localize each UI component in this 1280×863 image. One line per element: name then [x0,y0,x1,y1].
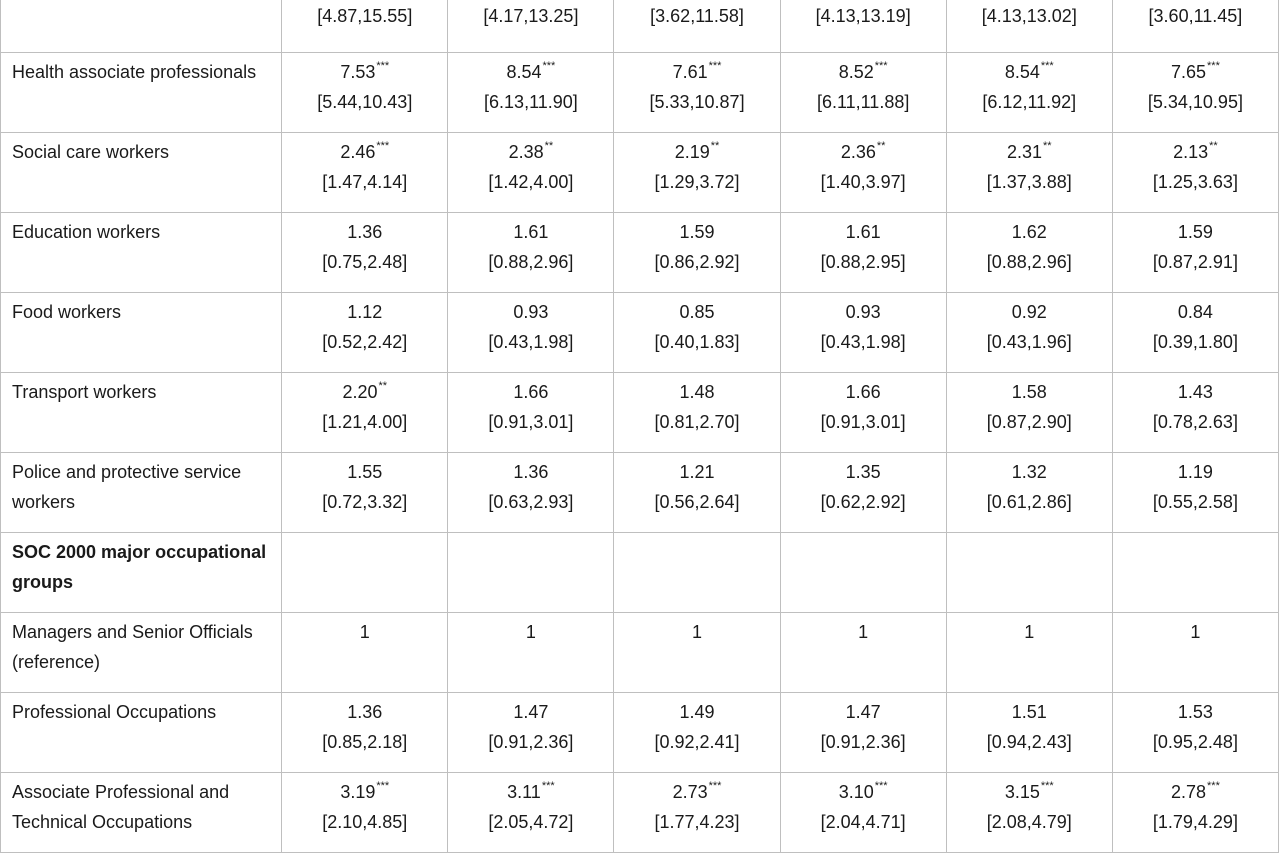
odds-ratio [1117,697,1274,727]
odds-ratio [951,57,1108,87]
confidence-interval: [0.86,2.92] [654,252,740,272]
odds-ratio [785,57,942,87]
odds-ratio [1117,377,1274,407]
confidence-interval: [0.88,2.96] [986,252,1072,272]
odds-ratio-value: 3.11 [507,782,541,802]
confidence-interval: [0.85,2.18] [322,732,408,752]
estimate-cell [946,693,1112,773]
odds-ratio [785,697,942,727]
odds-ratio-value: 2.78 [1170,782,1207,802]
confidence-interval: [4.17,13.25] [483,6,579,26]
odds-ratio [286,137,443,167]
confidence-interval: [4.13,13.02] [981,6,1077,26]
estimate-cell [946,613,1112,693]
estimate-cell [614,213,780,293]
confidence-interval: [1.29,3.72] [654,172,740,192]
odds-ratio [785,457,942,487]
confidence-interval: [3.60,11.45] [1148,6,1243,26]
odds-ratio [452,457,609,487]
table-row [1,373,1279,453]
table-row [1,0,1279,53]
odds-ratio [618,777,775,807]
odds-ratio-value: 1.66 [513,382,549,402]
estimate-cell [448,693,614,773]
row-label-cell [1,213,282,293]
odds-ratio-value: 1.43 [1177,382,1213,402]
estimate-cell [282,373,448,453]
estimate-cell [946,453,1112,533]
confidence-interval: [6.13,11.90] [484,92,578,112]
estimate-cell [1112,0,1278,53]
estimate-cell [282,773,448,853]
odds-ratio-value: 1.61 [513,222,549,242]
odds-ratio-value: 1 [525,622,536,642]
confidence-interval: [0.87,2.91] [1152,252,1238,272]
odds-ratio-value: 1.58 [1011,382,1047,402]
row-label: Social care workers [12,142,170,162]
odds-ratio [452,137,609,167]
odds-ratio [951,217,1108,247]
estimate-cell [946,0,1112,53]
estimate-cell [1112,773,1278,853]
significance-stars: *** [376,140,390,152]
estimate-cell [780,373,946,453]
significance-stars: ** [1209,140,1218,152]
estimate-cell [282,533,448,613]
row-label: Transport workers [12,382,157,402]
confidence-interval: [0.43,1.98] [820,332,906,352]
odds-ratio [1117,777,1274,807]
odds-ratio-value: 1.61 [845,222,881,242]
odds-ratio [452,777,609,807]
odds-ratio-value: 1.36 [513,462,549,482]
confidence-interval: [1.79,4.29] [1152,812,1238,832]
odds-ratio-value: 1.51 [1011,702,1047,722]
row-label-cell [1,613,282,693]
odds-ratio-value: 1.59 [1177,222,1213,242]
estimate-cell [1112,133,1278,213]
odds-ratio-value: 2.13 [1173,142,1209,162]
confidence-interval: [1.37,3.88] [986,172,1072,192]
odds-ratio-value: 1 [1024,622,1035,642]
estimate-cell [946,213,1112,293]
odds-ratio-value: 1.49 [679,702,715,722]
odds-ratio [785,217,942,247]
odds-ratio-value: 7.61 [672,62,708,82]
confidence-interval: [2.05,4.72] [488,812,574,832]
estimate-cell [780,0,946,53]
table-row [1,53,1279,133]
odds-ratio [785,297,942,327]
estimate-cell [780,613,946,693]
confidence-interval: [0.88,2.95] [820,252,906,272]
odds-ratio-value: 1.12 [347,302,383,322]
odds-ratio-value: 8.54 [506,62,542,82]
confidence-interval: [0.94,2.43] [986,732,1072,752]
significance-stars: *** [708,60,722,72]
significance-stars: *** [874,60,888,72]
odds-ratio [286,777,443,807]
table-row [1,693,1279,773]
odds-ratio-value: 0.85 [679,302,715,322]
confidence-interval: [0.91,3.01] [820,412,906,432]
odds-ratio [286,697,443,727]
odds-ratio-value: 0.84 [1177,302,1213,322]
estimate-cell [780,53,946,133]
row-label-cell [1,373,282,453]
confidence-interval: [0.61,2.86] [986,492,1072,512]
estimate-cell [448,533,614,613]
estimate-cell [282,453,448,533]
odds-ratio [286,377,443,407]
confidence-interval: [2.10,4.85] [322,812,408,832]
confidence-interval: [0.56,2.64] [654,492,740,512]
row-label: SOC 2000 major occupational groups [12,542,267,592]
row-label: Education workers [12,222,161,242]
row-label-cell [1,453,282,533]
odds-ratio [1117,137,1274,167]
confidence-interval: [5.44,10.43] [317,92,413,112]
significance-stars: *** [1207,780,1220,792]
confidence-interval: [2.04,4.71] [820,812,906,832]
estimate-cell [448,773,614,853]
odds-ratio-value: 1.53 [1177,702,1213,722]
significance-stars: *** [376,60,390,72]
odds-ratio [785,617,942,647]
confidence-interval: [6.12,11.92] [982,92,1077,112]
odds-ratio [286,297,443,327]
odds-ratio [1117,217,1274,247]
confidence-interval: [0.81,2.70] [654,412,740,432]
confidence-interval: [0.63,2.93] [488,492,574,512]
confidence-interval: [0.72,3.32] [322,492,408,512]
estimate-cell [946,533,1112,613]
estimate-cell [780,773,946,853]
estimate-cell [614,693,780,773]
odds-ratio-value: 1 [692,622,703,642]
estimate-cell [614,0,780,53]
confidence-interval: [0.88,2.96] [488,252,574,272]
confidence-interval: [0.91,2.36] [488,732,574,752]
odds-ratio [951,297,1108,327]
confidence-interval: [0.95,2.48] [1152,732,1238,752]
significance-stars: *** [1207,60,1220,72]
estimate-cell [780,453,946,533]
estimate-cell [614,533,780,613]
significance-stars: ** [710,140,720,152]
row-label-cell [1,773,282,853]
odds-ratio [618,697,775,727]
table-row [1,453,1279,533]
significance-stars: *** [1040,780,1054,792]
odds-ratio-value: 7.53 [340,62,376,82]
confidence-interval: [1.21,4.00] [322,412,408,432]
estimate-cell [1112,453,1278,533]
estimate-cell [1112,533,1278,613]
odds-ratio [452,697,609,727]
odds-ratio-value: 1.36 [347,702,383,722]
odds-ratio-value: 1 [359,622,370,642]
significance-stars: *** [376,780,390,792]
confidence-interval: [0.75,2.48] [322,252,408,272]
section-heading-cell [1,533,282,613]
confidence-interval: [1.40,3.97] [820,172,906,192]
confidence-interval: [1.42,4.00] [488,172,574,192]
row-label: Police and protective service workers [12,462,242,512]
confidence-interval: [0.78,2.63] [1152,412,1238,432]
estimate-cell [1112,373,1278,453]
estimate-cell [946,53,1112,133]
confidence-interval: [1.25,3.63] [1152,172,1238,192]
odds-ratio-value: 2.73 [672,782,708,802]
estimate-cell [282,693,448,773]
odds-ratio-value: 1 [858,622,869,642]
estimate-cell [282,53,448,133]
confidence-interval: [6.11,11.88] [816,92,910,112]
significance-stars: *** [1040,60,1054,72]
estimate-cell [946,373,1112,453]
odds-ratio-value: 0.93 [513,302,549,322]
odds-ratio-value: 2.19 [674,142,710,162]
odds-ratio [785,137,942,167]
estimate-cell [614,53,780,133]
confidence-interval: [0.87,2.90] [986,412,1072,432]
estimate-cell [448,453,614,533]
odds-ratio-value: 1.19 [1177,462,1213,482]
estimate-cell [1112,213,1278,293]
estimate-cell [780,533,946,613]
odds-ratio [452,617,609,647]
odds-ratio-value: 1.36 [347,222,383,242]
odds-ratio-value: 1.59 [679,222,715,242]
estimate-cell [1112,53,1278,133]
estimate-cell [448,53,614,133]
odds-ratio [951,777,1108,807]
odds-ratio [951,377,1108,407]
significance-stars: ** [1043,140,1052,152]
odds-ratio [286,617,443,647]
confidence-interval: [0.91,3.01] [488,412,574,432]
estimate-cell [1112,293,1278,373]
row-label: Food workers [12,302,122,322]
confidence-interval: [0.39,1.80] [1152,332,1238,352]
odds-ratio-value: 1.47 [845,702,881,722]
confidence-interval: [0.52,2.42] [322,332,408,352]
significance-stars: ** [378,380,388,392]
estimate-cell [780,693,946,773]
odds-ratio [785,777,942,807]
odds-ratio-value: 2.31 [1006,142,1043,162]
odds-ratio-value: 8.54 [1004,62,1040,82]
table-row [1,133,1279,213]
estimate-cell [946,293,1112,373]
row-label-cell [1,293,282,373]
row-label: Health associate professionals [12,62,257,82]
odds-ratio-value: 1.55 [347,462,383,482]
estimate-cell [282,213,448,293]
estimate-cell [282,293,448,373]
odds-ratio [785,377,942,407]
estimate-cell [448,213,614,293]
odds-ratio-value: 1.21 [679,462,715,482]
confidence-interval: [0.43,1.98] [488,332,574,352]
estimate-cell [614,373,780,453]
odds-ratio-value: 2.38 [508,142,544,162]
estimate-cell [448,133,614,213]
confidence-interval: [0.55,2.58] [1152,492,1238,512]
odds-ratio [618,57,775,87]
table-body [1,0,1279,853]
odds-ratio [1117,457,1274,487]
odds-ratio [1117,297,1274,327]
confidence-interval: [1.77,4.23] [654,812,740,832]
table-row [1,293,1279,373]
odds-ratio [286,217,443,247]
odds-ratio-value: 1.35 [845,462,881,482]
row-label-cell [1,693,282,773]
significance-stars: *** [708,780,722,792]
table-row [1,613,1279,693]
odds-ratio-value: 7.65 [1170,62,1207,82]
odds-ratio [618,617,775,647]
odds-ratio [618,137,775,167]
odds-ratio-value: 1.32 [1011,462,1047,482]
odds-ratio-value: 2.36 [840,142,876,162]
estimate-cell [946,773,1112,853]
odds-ratio [452,297,609,327]
significance-stars: *** [541,780,555,792]
estimate-cell [614,613,780,693]
estimate-cell [282,133,448,213]
odds-ratio [618,377,775,407]
odds-ratio-value: 1.66 [845,382,881,402]
odds-ratio [618,297,775,327]
estimate-cell [1112,693,1278,773]
confidence-interval: [0.40,1.83] [654,332,740,352]
table-row [1,773,1279,853]
odds-ratio [618,457,775,487]
significance-stars: *** [874,780,888,792]
row-label-cell [1,133,282,213]
row-label-cell [1,53,282,133]
confidence-interval: [2.08,4.79] [986,812,1072,832]
odds-ratio [286,457,443,487]
confidence-interval: [0.43,1.96] [986,332,1072,352]
estimate-cell [448,0,614,53]
odds-ratio-value: 1.62 [1011,222,1047,242]
odds-ratio [452,57,609,87]
estimate-cell [614,453,780,533]
odds-ratio [618,217,775,247]
confidence-interval: [4.13,13.19] [815,6,911,26]
odds-ratio [452,377,609,407]
odds-ratio-value: 3.10 [838,782,874,802]
confidence-interval: [1.47,4.14] [322,172,408,192]
odds-ratio-value: 1 [1190,622,1201,642]
odds-ratio-value: 8.52 [838,62,874,82]
odds-ratio [951,617,1108,647]
odds-ratio [1117,57,1274,87]
odds-ratio-value: 0.92 [1011,302,1047,322]
odds-ratio [1117,617,1274,647]
confidence-interval: [0.62,2.92] [820,492,906,512]
significance-stars: ** [544,140,554,152]
table-row [1,213,1279,293]
estimate-cell [614,293,780,373]
estimate-cell [780,133,946,213]
estimate-cell [614,133,780,213]
estimate-cell [780,293,946,373]
table-row [1,533,1279,613]
odds-ratio [452,217,609,247]
odds-ratio-value: 1.47 [513,702,549,722]
estimate-cell [448,293,614,373]
odds-ratio-value: 3.19 [340,782,376,802]
estimate-cell [282,613,448,693]
estimate-cell [448,373,614,453]
confidence-interval: [0.91,2.36] [820,732,906,752]
confidence-interval: [5.34,10.95] [1147,92,1243,112]
confidence-interval: [5.33,10.87] [649,92,745,112]
row-label-cell [1,0,282,53]
row-label: Professional Occupations [12,702,217,722]
estimate-cell [282,0,448,53]
significance-stars: ** [876,140,886,152]
row-label: Managers and Senior Officials (reference) [12,622,253,672]
estimate-cell [780,213,946,293]
odds-ratio-value: 0.93 [845,302,881,322]
odds-ratio-value: 2.46 [340,142,376,162]
estimate-cell [1112,613,1278,693]
odds-ratio [951,697,1108,727]
odds-ratio-value: 3.15 [1004,782,1040,802]
estimate-cell [946,133,1112,213]
estimate-cell [448,613,614,693]
row-label: Associate Professional and Technical Occupations [12,782,230,832]
odds-ratio-value: 2.20 [342,382,378,402]
odds-ratio [951,137,1108,167]
odds-ratio [951,457,1108,487]
estimate-cell [614,773,780,853]
confidence-interval: [0.92,2.41] [654,732,740,752]
odds-ratio-value: 1.48 [679,382,715,402]
significance-stars: *** [542,60,556,72]
confidence-interval: [3.62,11.58] [650,6,744,26]
confidence-interval: [4.87,15.55] [317,6,413,26]
odds-ratio [286,57,443,87]
